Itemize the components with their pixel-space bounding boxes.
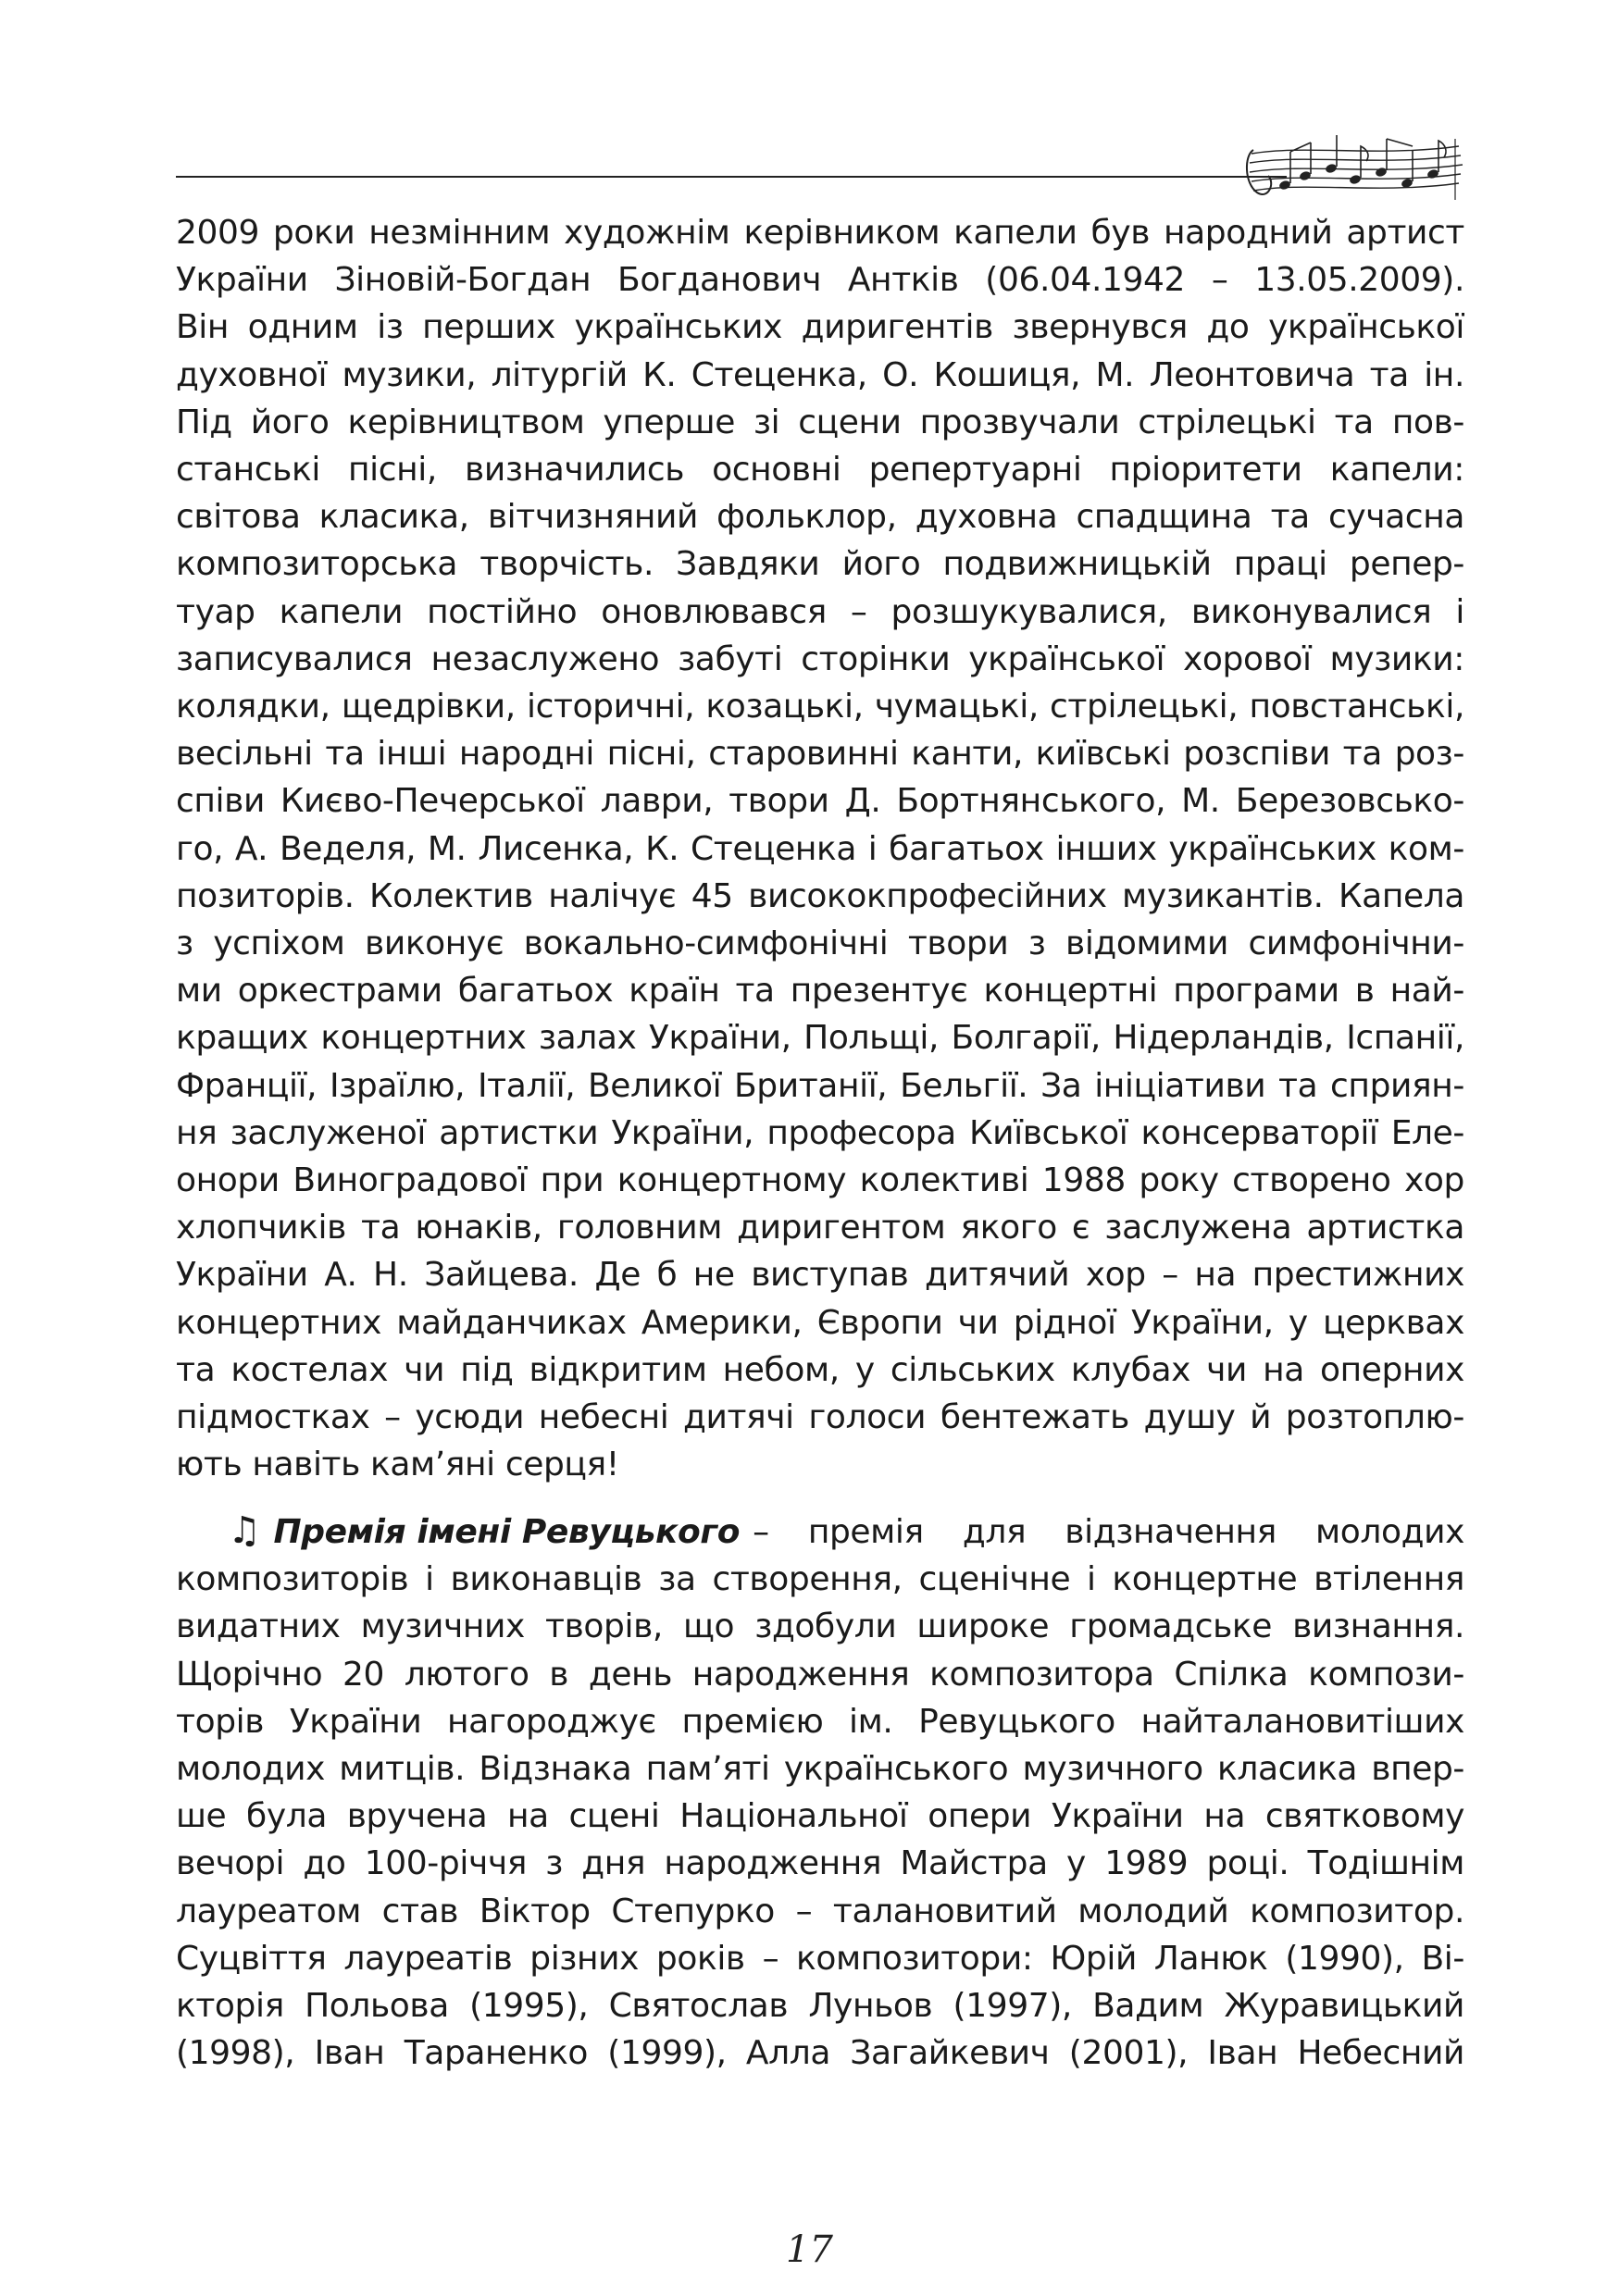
- page-number: 17: [786, 2228, 833, 2271]
- text-line: співи Києво-Печерської лаври, твори Д. Бортнянського, М. Березовсько-: [176, 782, 1464, 821]
- text-line: (1998), Іван Тараненко (1999), Алла Загайкевич (2001), Іван Небесний: [176, 2034, 1464, 2073]
- text-line: торів України нагороджує премією ім. Ревуцького найталановитіших: [176, 1702, 1464, 1741]
- paragraph-revutsky-prize: [176, 1508, 1464, 2077]
- text-line: композиторська творчість. Завдяки його подвижницькій праці репер-: [176, 545, 1464, 584]
- text-line: записувалися незаслужено забуті сторінки української хорової музики:: [176, 639, 1464, 678]
- text-line: ше була вручена на сцені Національної опери України на святковому: [176, 1797, 1464, 1836]
- text-line: го, А. Веделя, М. Лисенка, К. Стеценка і багатьох інших українських ком-: [176, 829, 1464, 868]
- text-line: концертних майданчиках Америки, Європи чи рідної України, у церквах: [176, 1303, 1464, 1342]
- text-line: Щорічно 20 лютого в день народження композитора Спілка компози-: [176, 1655, 1464, 1694]
- text-line: кторія Польова (1995), Святослав Луньов (1997), Вадим Журавицький: [176, 1987, 1464, 2026]
- text-line: та костелах чи під відкритим небом, у сільських клубах чи на оперних: [176, 1350, 1464, 1389]
- text-line: України Зіновій-Богдан Богданович Антків (06.04.1942 – 13.05.2009).: [176, 261, 1464, 300]
- text-line: духовної музики, літургій К. Стеценка, О. Кошиця, М. Леонтовича та ін.: [176, 355, 1464, 394]
- text-line: весільні та інші народні пісні, старовинні канти, київські розспіви та роз-: [176, 735, 1464, 774]
- musical-staff-icon: [1240, 118, 1472, 220]
- text-line: Франції, Ізраїлю, Італії, Великої Британії, Бельгії. За ініціативи та сприян-: [176, 1066, 1464, 1105]
- paragraph-capella: [176, 209, 1464, 1488]
- text-line: Суцвіття лауреатів різних років – композитори: Юрій Ланюк (1990), Ві-: [176, 1939, 1464, 1978]
- text-line: хлопчиків та юнаків, головним диригентом якого є заслужена артистка: [176, 1209, 1464, 1247]
- text-line: з успіхом виконує вокально-симфонічні твори з відомими симфонічни-: [176, 925, 1464, 963]
- header-rule: [176, 176, 1287, 178]
- text-line: ють навіть кам’яні серця!: [176, 1446, 619, 1484]
- text-line: ня заслуженої артистки України, професора Київської консерваторії Еле-: [176, 1113, 1464, 1152]
- text-line: ми оркестрами багатьох країн та презентує концертні програми в най-: [176, 972, 1464, 1011]
- text-line: кращих концертних залах України, Польщі, Болгарії, Нідерландів, Іспанії,: [176, 1019, 1464, 1058]
- text-line: 2009 роки незмінним художнім керівником капели був народний артист: [176, 214, 1464, 252]
- text-line: станські пісні, визначились основні репертуарні пріоритети капели:: [176, 451, 1464, 490]
- text-line: лауреатом став Віктор Степурко – талановитий молодий композитор.: [176, 1892, 1464, 1930]
- musical-note-icon: ♫: [228, 1509, 261, 1552]
- text-line: підмостках – усюди небесні дитячі голоси бентежать душу й розтоплю-: [176, 1398, 1464, 1437]
- text-line: молодих митців. Відзнака пам’яті українського музичного класика впер-: [176, 1750, 1464, 1789]
- first-line-text: – премія для відзначення молодих: [753, 1513, 1464, 1551]
- text-line: видатних музичних творів, що здобули широке громадське визнання.: [176, 1607, 1464, 1646]
- text-line: України А. Н. Зайцева. Де б не виступав дитячий хор – на престижних: [176, 1256, 1464, 1295]
- paragraph-first-line: [176, 1508, 1464, 1556]
- text-line: позиторів. Колектив налічує 45 висококпрофесійних музикантів. Капела: [176, 876, 1464, 915]
- text-line: вечорі до 100-річчя з дня народження Майстра у 1989 році. Тодішнім: [176, 1844, 1464, 1883]
- text-line: Під його керівництвом уперше зі сцени прозвучали стрілецькі та пов-: [176, 403, 1464, 441]
- text-line: туар капели постійно оновлювався – розшукувалися, виконувалися і: [176, 592, 1464, 631]
- text-line: світова класика, вітчизняний фольклор, духовна спадщина та сучасна: [176, 498, 1464, 537]
- prize-term: Премія імені Ревуцького: [273, 1513, 741, 1551]
- text-line: колядки, щедрівки, історичні, козацькі, чумацькі, стрілецькі, повстанські,: [176, 688, 1464, 726]
- text-line: композиторів і виконавців за створення, сценічне і концертне втілення: [176, 1560, 1464, 1599]
- text-line: онори Виноградової при концертному колективі 1988 року створено хор: [176, 1161, 1464, 1200]
- text-line: Він одним із перших українських диригентів звернувся до української: [176, 308, 1464, 347]
